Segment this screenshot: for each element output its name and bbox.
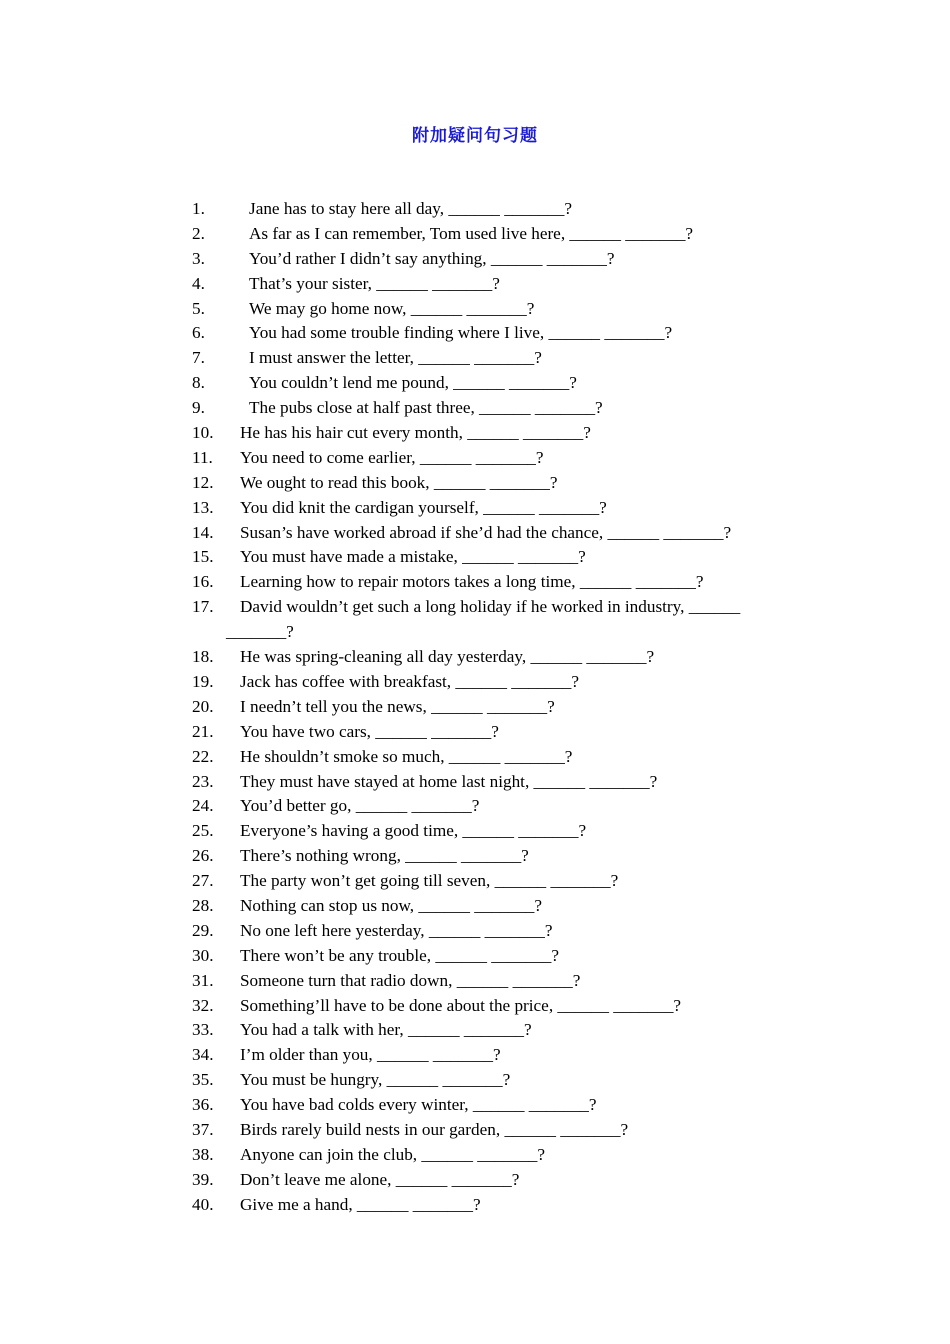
question-number: 14.	[192, 522, 214, 542]
question-number: 29.	[192, 920, 214, 940]
question-item	[0, 247, 950, 272]
question-text: Birds rarely build nests in our garden, ______ _______?	[240, 1119, 629, 1139]
question-text: We ought to read this book, ______ _______?	[240, 472, 558, 492]
question-item	[0, 371, 950, 396]
question-item	[0, 521, 950, 546]
question-number: 38.	[192, 1144, 214, 1164]
question-number: 25.	[192, 821, 214, 841]
question-text: Jack has coffee with breakfast, ______ _______?	[240, 671, 580, 691]
question-number: 32.	[192, 995, 214, 1015]
question-number: 13.	[192, 497, 214, 517]
question-text: The pubs close at half past three, ______ _______?	[249, 398, 603, 418]
question-item	[0, 894, 950, 919]
question-text: There’s nothing wrong, ______ _______?	[240, 846, 529, 866]
question-text: Jane has to stay here all day, ______ _______?	[249, 199, 572, 218]
question-text: You had a talk with her, ______ _______?	[240, 1020, 532, 1040]
question-number: 22.	[192, 746, 214, 766]
question-item	[0, 1018, 950, 1043]
question-item	[0, 1193, 950, 1218]
question-item	[0, 496, 950, 521]
question-text: As far as I can remember, Tom used live here, ______ _______?	[249, 223, 694, 243]
question-number: 8.	[192, 373, 205, 393]
question-item	[0, 1093, 950, 1118]
question-text: We may go home now, ______ _______?	[249, 298, 535, 318]
question-item	[0, 222, 950, 247]
question-text: You’d rather I didn’t say anything, ______ _______?	[249, 248, 615, 268]
question-text: Someone turn that radio down, ______ _______?	[240, 970, 581, 990]
question-number: 33.	[192, 1020, 214, 1040]
question-text: You must have made a mistake, ______ _______?	[240, 547, 586, 567]
question-text: Nothing can stop us now, ______ _______?	[240, 895, 543, 915]
question-number: 12.	[192, 472, 214, 492]
question-item	[0, 272, 950, 297]
question-text: I must answer the letter, ______ _______?	[249, 348, 542, 368]
question-text: No one left here yesterday, ______ _______?	[240, 920, 553, 940]
question-text: Learning how to repair motors takes a long time, ______ _______?	[240, 572, 704, 592]
question-text: I’m older than you, ______ _______?	[240, 1045, 501, 1065]
question-number: 11.	[192, 447, 213, 467]
question-number: 4.	[192, 273, 205, 293]
question-item	[0, 197, 950, 222]
question-item	[0, 670, 950, 695]
page-title: 附加疑问句习题	[412, 126, 538, 146]
question-number: 10.	[192, 423, 214, 443]
question-number: 20.	[192, 696, 214, 716]
question-number: 27.	[192, 871, 214, 891]
question-item	[0, 346, 950, 371]
question-number: 9.	[192, 398, 205, 418]
question-number: 6.	[192, 323, 205, 343]
question-item	[0, 446, 950, 471]
question-item	[0, 396, 950, 421]
question-text: Susan’s have worked abroad if she’d had the chance, ______ _______?	[240, 522, 732, 542]
question-text: He shouldn’t smoke so much, ______ _______?	[240, 746, 573, 766]
question-item	[0, 745, 950, 770]
question-item	[0, 1043, 950, 1068]
question-item	[0, 321, 950, 346]
question-number: 28.	[192, 895, 214, 915]
question-item	[0, 994, 950, 1019]
question-item	[0, 794, 950, 819]
question-item	[0, 297, 950, 322]
question-text: You have bad colds every winter, ______ _______?	[240, 1095, 597, 1115]
question-item	[0, 944, 950, 969]
question-number: 18.	[192, 647, 214, 667]
question-text: Everyone’s having a good time, ______ _______?	[240, 821, 587, 841]
question-number: 39.	[192, 1169, 214, 1189]
question-item	[0, 919, 950, 944]
question-number: 1.	[192, 199, 205, 218]
question-item	[0, 869, 950, 894]
question-list	[0, 197, 950, 1218]
question-text: Something’ll have to be done about the price, ______ _______?	[240, 995, 682, 1015]
question-number: 36.	[192, 1095, 214, 1115]
question-text: You need to come earlier, ______ _______?	[240, 447, 544, 467]
question-number: 19.	[192, 671, 214, 691]
question-text: You have two cars, ______ _______?	[240, 721, 499, 741]
question-number: 31.	[192, 970, 214, 990]
question-number: 16.	[192, 572, 214, 592]
question-text: They must have stayed at home last night, ______ _______?	[240, 771, 658, 791]
question-item	[0, 471, 950, 496]
question-number: 37.	[192, 1119, 214, 1139]
question-number: 21.	[192, 721, 214, 741]
question-text: You did knit the cardigan yourself, ______ _______?	[240, 497, 607, 517]
question-item	[0, 1168, 950, 1193]
question-item	[0, 595, 950, 645]
question-item	[0, 645, 950, 670]
question-number: 26.	[192, 846, 214, 866]
question-number: 7.	[192, 348, 205, 368]
question-text: You couldn’t lend me pound, ______ _______?	[249, 373, 577, 393]
question-text: Anyone can join the club, ______ _______?	[240, 1144, 546, 1164]
question-number: 40.	[192, 1194, 214, 1214]
question-number: 34.	[192, 1045, 214, 1065]
question-text: There won’t be any trouble, ______ _______?	[240, 945, 560, 965]
question-item	[0, 695, 950, 720]
question-item	[0, 770, 950, 795]
question-text: He was spring-cleaning all day yesterday, ______ _______?	[240, 647, 655, 667]
question-item	[0, 545, 950, 570]
question-item	[0, 819, 950, 844]
question-number: 2.	[192, 223, 205, 243]
question-text: You’d better go, ______ _______?	[240, 796, 480, 816]
question-item	[0, 844, 950, 869]
question-number: 23.	[192, 771, 214, 791]
question-item	[0, 421, 950, 446]
question-text: Give me a hand, ______ _______?	[240, 1194, 481, 1214]
question-item	[0, 1068, 950, 1093]
question-number: 15.	[192, 547, 214, 567]
question-item	[0, 570, 950, 595]
question-text: He has his hair cut every month, ______ _______?	[240, 423, 591, 443]
question-item	[0, 969, 950, 994]
question-number: 30.	[192, 945, 214, 965]
question-text: Don’t leave me alone, ______ _______?	[240, 1169, 520, 1189]
question-item	[0, 1118, 950, 1143]
question-text: David wouldn’t get such a long holiday if he worked in industry, ______	[240, 597, 741, 617]
question-text: The party won’t get going till seven, ______ _______?	[240, 871, 619, 891]
question-item	[0, 1143, 950, 1168]
question-text: I needn’t tell you the news, ______ _______?	[240, 696, 555, 716]
question-text-continuation: _______?	[226, 622, 294, 642]
question-text: That’s your sister, ______ _______?	[249, 273, 500, 293]
question-number: 3.	[192, 248, 205, 268]
question-number: 17.	[192, 597, 214, 617]
question-number: 5.	[192, 298, 205, 318]
question-text: You must be hungry, ______ _______?	[240, 1070, 511, 1090]
question-text: You had some trouble finding where I live, ______ _______?	[249, 323, 673, 343]
question-number: 24.	[192, 796, 214, 816]
question-number: 35.	[192, 1070, 214, 1090]
question-item	[0, 720, 950, 745]
